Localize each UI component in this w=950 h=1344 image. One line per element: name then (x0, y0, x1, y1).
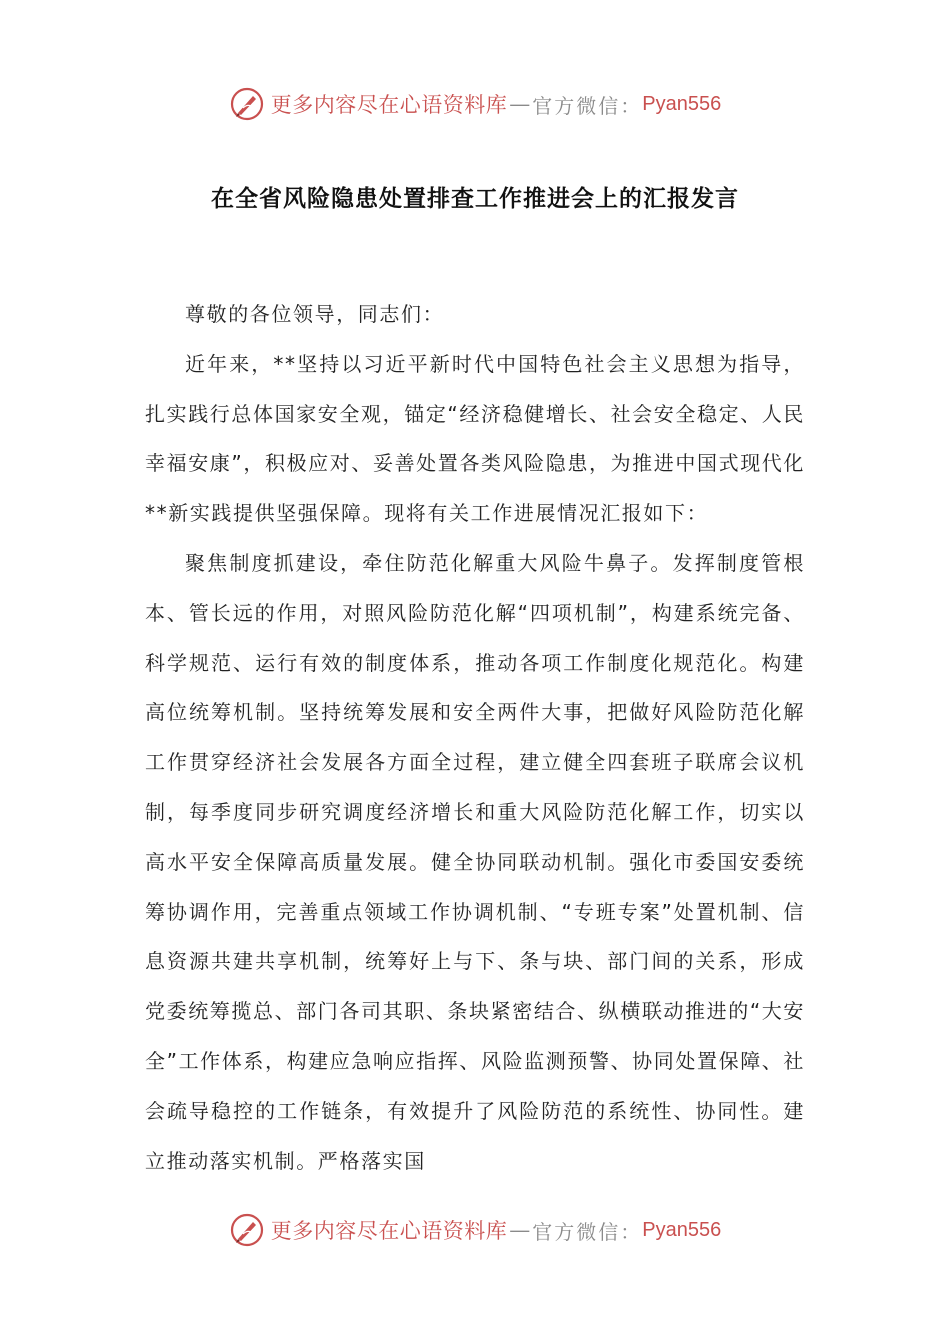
banner-wechat-id: Pyan556 (642, 1218, 722, 1241)
footer-banner (0, 1208, 950, 1252)
header-banner (0, 82, 950, 126)
document-title: 在全省风险隐患处置排查工作推进会上的汇报发言 (211, 186, 739, 212)
banner-wechat-label: 官方微信： (532, 93, 643, 118)
banner-separator: — (509, 1218, 531, 1242)
pen-logo-icon (229, 1212, 265, 1248)
pen-logo-icon (229, 86, 265, 122)
banner-separator: — (509, 92, 531, 116)
banner-slogan: 更多内容尽在心语资料库 (270, 93, 508, 117)
document-body (145, 290, 805, 1186)
paragraph-institution: 聚焦制度抓建设，牵住防范化解重大风险牛鼻子。发挥制度管根本、管长远的作用，对照风险防范化解“四项机制”，构建系统完备、科学规范、运行有效的制度体系，推动各项工作制度化规范化。构建高位统筹机制。坚持统筹发展和安全两件大事，把做好风险防范化解工作贯穿经济社会发展各方面全过程，建立健全四套班子联席会议机制，每季度同步研究调度经济增长和重大风险防范化解工作，切实以高水平安全保障高质量发展。健全协同联动机制。强化市委国安委统筹协调作用，完善重点领域工作协调机制、“专班专案”处置机制、信息资源共建共享机制，统筹好上与下、条与块、部门间的关系，形成党委统筹揽总、部门各司其职、条块紧密结合、纵横联动推进的“大安全”工作体系，构建应急响应指挥、风险监测预警、协同处置保障、社会疏导稳控的工作链条，有效提升了风险防范的系统性、协同性。建立推动落实机制。严格落实国 (145, 550, 805, 1173)
salutation: 尊敬的各位领导，同志们： (185, 302, 445, 326)
banner-wechat-label: 官方微信： (532, 1219, 643, 1244)
banner-wechat-id: Pyan556 (642, 92, 722, 115)
banner-slogan: 更多内容尽在心语资料库 (270, 1219, 508, 1243)
paragraph-intro: 近年来，**坚持以习近平新时代中国特色社会主义思想为指导，扎实践行总体国家安全观，锚定“经济稳健增长、社会安全稳定、人民幸福安康”，积极应对、妥善处置各类风险隐患，为推进中国式现代化**新实践提供坚强保障。现将有关工作进展情况汇报如下： (145, 351, 805, 526)
